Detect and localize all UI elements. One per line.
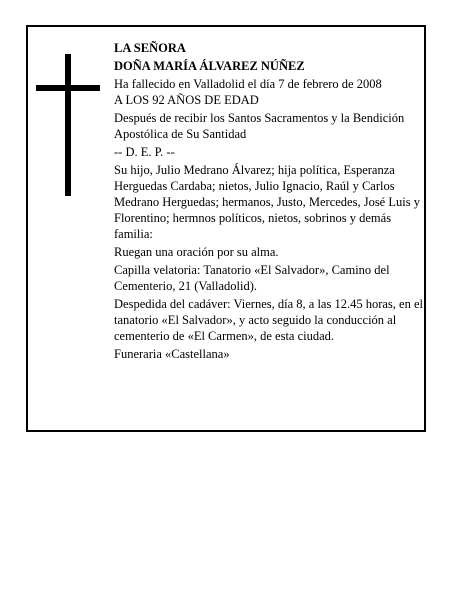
deceased-name: DOÑA MARÍA ÁLVAREZ NÚÑEZ: [114, 59, 305, 73]
death-line: [114, 76, 424, 92]
cross-icon: [36, 54, 100, 196]
prayer-text: Ruegan una oración por su alma.: [114, 245, 279, 259]
age-line: A LOS 92 AÑOS DE EDAD: [114, 93, 259, 107]
family-text: Su hijo, Julio Medrano Álvarez; hija política, Esperanza Herguedas Cardaba; nietos, Julio Ignacio, Raúl y Carlos Medrano Herguedas; hermanos, Justo, Mercedes, José Luis y Florentino; hermnos políticos, nietos, sobrinos y demás familia:: [114, 163, 420, 241]
funeral-home-text: Funeraria «Castellana»: [114, 347, 230, 361]
farewell-text: Despedida del cadáver: Viernes, día 8, a las 12.45 horas, en el tanatorio «El Salvador», y acto seguido la conducción al cementerio de «El Carmen», de esta ciudad.: [114, 297, 423, 343]
death-line-text: Ha fallecido en Valladolid el día 7 de febrero de 2008: [114, 77, 382, 91]
honorific: LA SEÑORA: [114, 41, 186, 55]
rip-text: -- D. E. P. --: [114, 145, 175, 159]
cross-vertical-bar: [65, 54, 71, 196]
chapel-text: Capilla velatoria: Tanatorio «El Salvador», Camino del Cementerio, 21 (Valladolid).: [114, 263, 390, 293]
sacraments-text: Después de recibir los Santos Sacramentos y la Bendición Apostólica de Su Santidad: [114, 111, 405, 141]
obituary-text: [114, 40, 424, 364]
cross-horizontal-bar: [36, 85, 100, 91]
